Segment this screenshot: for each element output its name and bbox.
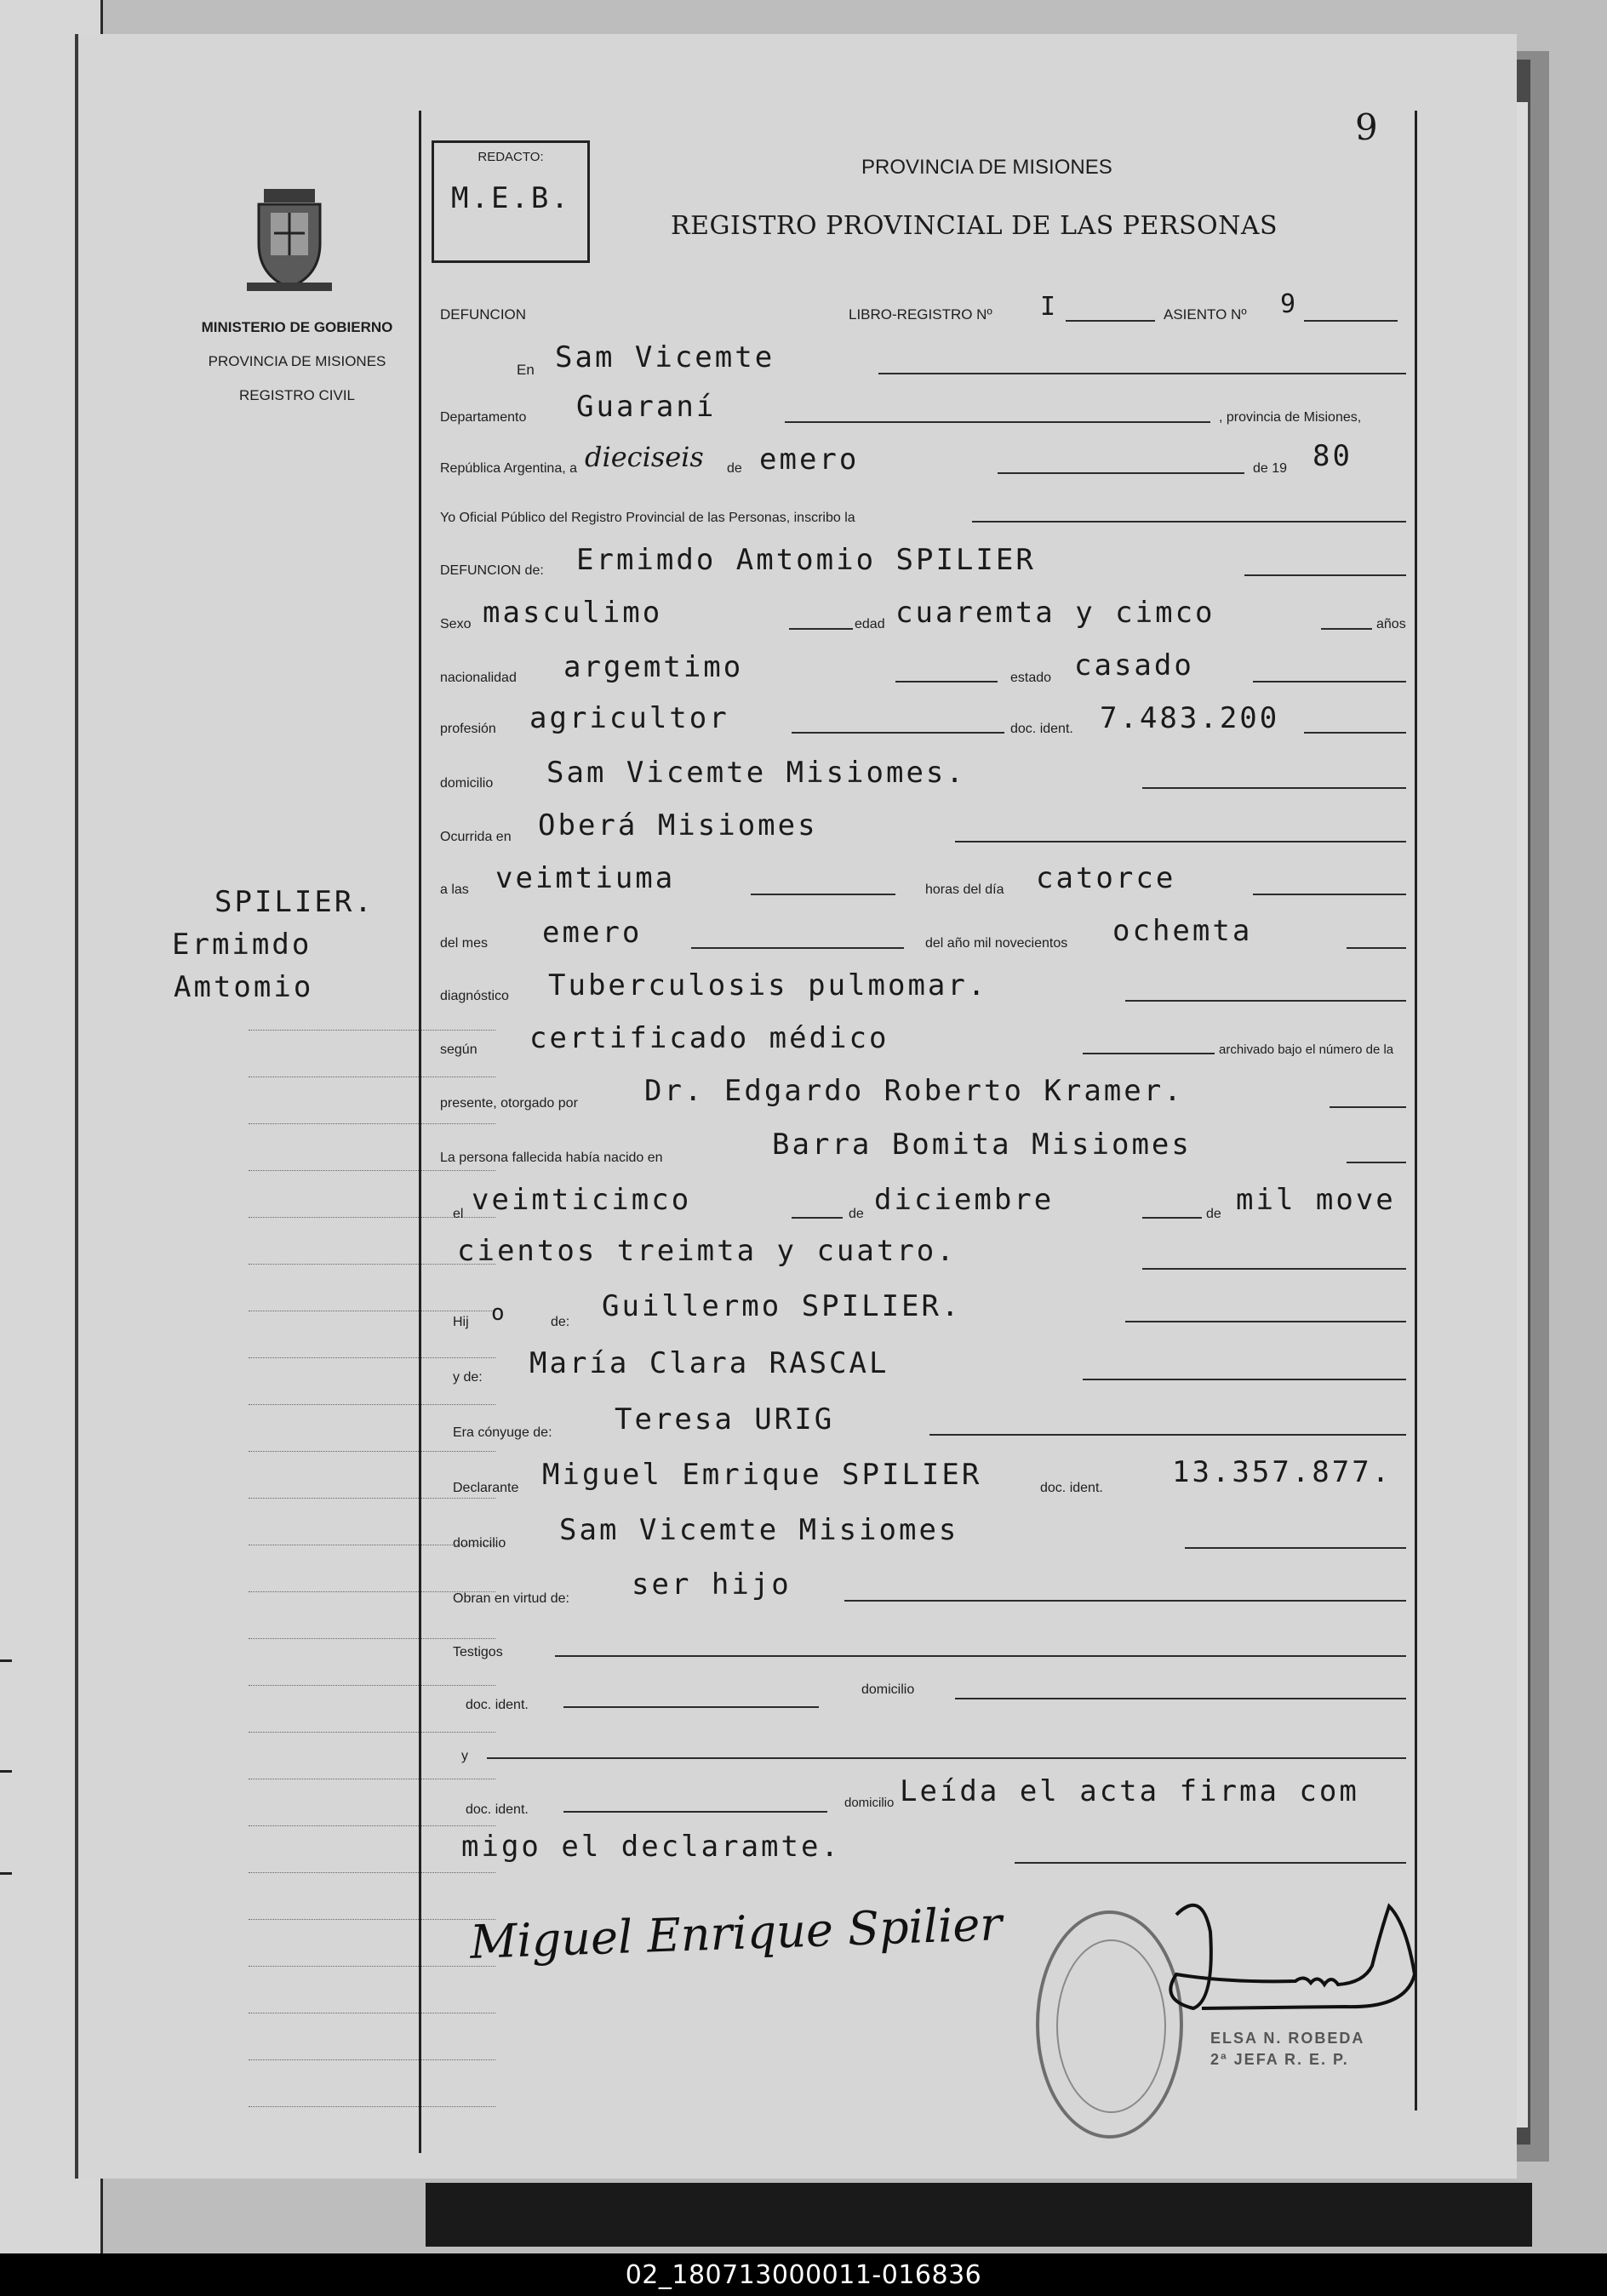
- declarante-doc-label: doc. ident.: [1040, 1481, 1103, 1495]
- republica-label: República Argentina, a: [440, 461, 577, 476]
- fill-line: [1347, 947, 1406, 949]
- fill-line: [691, 947, 904, 949]
- testigo-domicilio-label: domicilio: [861, 1682, 915, 1697]
- madre-value: María Clara RASCAL: [529, 1346, 889, 1380]
- left-border-line: [419, 111, 421, 2153]
- mes-muerte-value: emero: [542, 916, 643, 950]
- fill-line: [1125, 1000, 1406, 1002]
- margin-middlename: Amtomio: [174, 970, 314, 1004]
- margin-ruled-line: [249, 1357, 495, 1358]
- fill-line: [1304, 320, 1398, 322]
- anio-value: 80: [1312, 439, 1353, 473]
- defuncion-label: DEFUNCION: [440, 306, 527, 323]
- redacto-box: [432, 140, 590, 263]
- fill-line: [789, 628, 853, 630]
- fill-line: [1142, 1268, 1406, 1270]
- fill-line: [955, 1698, 1406, 1699]
- fill-line: [955, 841, 1406, 842]
- fill-line: [1083, 1053, 1215, 1054]
- fill-line: [1321, 628, 1372, 630]
- nacimiento-anio-1-value: mil move: [1236, 1183, 1396, 1217]
- asiento-label: ASIENTO Nº: [1164, 306, 1247, 323]
- fill-line: [1125, 1321, 1406, 1322]
- nacimiento-anio-2-value: cientos treimta y cuatro.: [457, 1234, 957, 1268]
- fill-line: [1304, 732, 1406, 734]
- fill-line: [792, 1217, 843, 1219]
- fill-line: [1083, 1379, 1406, 1380]
- archivado-label: archivado bajo el número de la: [1219, 1042, 1394, 1057]
- margin-ruled-line: [249, 1872, 495, 1873]
- provincia-label: , provincia de Misiones,: [1219, 410, 1362, 425]
- fill-line: [844, 1600, 1406, 1602]
- margin-firstname: Ermimdo: [172, 928, 312, 962]
- fill-line: [1253, 894, 1406, 895]
- redacto-label: REDACTO:: [478, 150, 544, 164]
- hij-label: Hij: [453, 1315, 469, 1329]
- anio-muerte-value: ochemta: [1112, 914, 1253, 948]
- fill-line: [487, 1757, 1406, 1759]
- declarante-domicilio-value: Sam Vicemte Misiomes: [559, 1513, 959, 1547]
- seal-officer-title: 2ª JEFA R. E. P.: [1210, 2051, 1349, 2068]
- testigo2-domicilio-label: domicilio: [844, 1796, 895, 1810]
- nacimiento-lugar-value: Barra Bomita Misiomes: [772, 1128, 1192, 1162]
- declarante-label: Declarante: [453, 1481, 519, 1495]
- margin-ruled-line: [249, 1919, 495, 1920]
- lugar-value: Sam Vicemte: [555, 340, 775, 374]
- fill-line: [1244, 574, 1406, 576]
- conyuge-label: Era cónyuge de:: [453, 1425, 552, 1440]
- sexo-label: Sexo: [440, 617, 472, 631]
- el-label: el: [453, 1207, 464, 1221]
- margin-ruled-line: [249, 1685, 495, 1686]
- horas-dia-label: horas del día: [925, 882, 1004, 897]
- margin-ruled-line: [249, 1170, 495, 1171]
- fill-line: [1347, 1162, 1406, 1163]
- ministry-label: MINISTERIO DE GOBIERNO: [201, 319, 393, 335]
- fill-line: [1185, 1547, 1406, 1549]
- dia-value: dieciseis: [585, 441, 704, 473]
- diagnostico-value: Tuberculosis pulmomar.: [548, 968, 988, 1002]
- image-id-bar: [0, 2253, 1607, 2296]
- profesion-value: agricultor: [529, 701, 729, 735]
- de-label: de: [727, 461, 742, 476]
- civil-registry-label: REGISTRO CIVIL: [238, 387, 356, 403]
- declarante-domicilio-label: domicilio: [453, 1536, 506, 1551]
- margin-ruled-line: [249, 1404, 495, 1405]
- sexo-value: masculimo: [483, 596, 663, 630]
- margin-ruled-line: [249, 1451, 495, 1452]
- fill-line: [792, 732, 1004, 734]
- testigo-doc-label: doc. ident.: [466, 1698, 529, 1712]
- edad-value: cuaremta y cimco: [895, 596, 1215, 630]
- declarant-signature: Miguel Enrique Spilier: [469, 1897, 1004, 1969]
- hijo-sufijo-value: o: [491, 1300, 507, 1326]
- fill-line: [1330, 1106, 1406, 1108]
- margin-ruled-line: [249, 1498, 495, 1499]
- coat-of-arms-icon: [240, 184, 338, 299]
- de-padre-label: de:: [551, 1315, 570, 1329]
- mes-value: emero: [759, 443, 860, 477]
- declarante-doc-value: 13.357.877.: [1172, 1455, 1393, 1489]
- obran-value: ser hijo: [632, 1568, 792, 1602]
- image-id-label: 02_180713000011-016836: [625, 2259, 982, 2290]
- margin-ruled-line: [249, 1030, 495, 1031]
- libro-label: LIBRO-REGISTRO Nº: [849, 306, 992, 323]
- margin-ruled-line: [249, 2059, 495, 2060]
- fill-line: [972, 521, 1406, 523]
- dia-muerte-value: catorce: [1036, 861, 1176, 895]
- fill-line: [929, 1434, 1406, 1436]
- de-label: de: [1206, 1207, 1221, 1221]
- fill-line: [555, 1655, 1406, 1657]
- y-label: y: [461, 1749, 468, 1763]
- a-las-label: a las: [440, 882, 469, 897]
- defuncion-de-label: DEFUNCION de:: [440, 563, 544, 578]
- fill-line: [1142, 1217, 1202, 1219]
- departamento-value: Guaraní: [576, 390, 717, 424]
- fill-line: [563, 1706, 819, 1708]
- page-tick: [0, 1872, 12, 1875]
- anos-label: años: [1376, 617, 1406, 631]
- header-province: PROVINCIA DE MISIONES: [861, 156, 1112, 179]
- margin-ruled-line: [249, 1825, 495, 1826]
- register-page: [75, 34, 1517, 2179]
- estado-label: estado: [1010, 671, 1052, 685]
- departamento-label: Departamento: [440, 410, 527, 425]
- page-number: 9: [1355, 106, 1378, 148]
- de-label: de: [849, 1207, 864, 1221]
- fill-line: [1015, 1862, 1406, 1864]
- fill-line: [751, 894, 895, 895]
- asiento-value: 9: [1280, 289, 1299, 319]
- margin-ruled-line: [249, 2106, 495, 2107]
- doc-value: 7.483.200: [1100, 701, 1280, 735]
- diagnostico-label: diagnóstico: [440, 989, 509, 1003]
- fallecido-value: Ermimdo Amtomio SPILIER: [576, 543, 1036, 577]
- doc-ident-label: doc. ident.: [1010, 722, 1073, 736]
- province-label: PROVINCIA DE MISIONES: [208, 353, 386, 369]
- de-19-label: de 19: [1253, 461, 1288, 476]
- nacimiento-mes-value: diciembre: [874, 1183, 1055, 1217]
- en-label: En: [517, 362, 535, 378]
- domicilio-label: domicilio: [440, 776, 494, 791]
- profesion-label: profesión: [440, 722, 496, 736]
- ocurrida-value: Oberá Misiomes: [538, 808, 818, 842]
- estado-value: casado: [1074, 648, 1194, 683]
- del-ano-label: del año mil novecientos: [925, 936, 1068, 951]
- medico-value: Dr. Edgardo Roberto Kramer.: [644, 1074, 1184, 1108]
- nacimiento-dia-value: veimticimco: [472, 1183, 692, 1217]
- redacto-initials: M.E.B.: [451, 181, 571, 215]
- margin-ruled-line: [249, 1966, 495, 1967]
- segun-value: certificado médico: [529, 1021, 889, 1055]
- fill-line: [1253, 681, 1406, 683]
- fill-line: [1066, 320, 1155, 322]
- edad-label: edad: [855, 617, 885, 631]
- padre-value: Guillermo SPILIER.: [602, 1289, 962, 1323]
- margin-ruled-line: [249, 1638, 495, 1639]
- oficial-statement: Yo Oficial Público del Registro Provincial de las Personas, inscribo la: [440, 511, 855, 525]
- fill-line: [785, 421, 1210, 423]
- leida-1-value: Leída el acta firma com: [900, 1774, 1359, 1808]
- fill-line: [895, 681, 998, 683]
- persona-nacido-label: La persona fallecida había nacido en: [440, 1151, 663, 1165]
- ocurrida-label: Ocurrida en: [440, 830, 512, 844]
- margin-ruled-line: [249, 1123, 495, 1124]
- margin-ruled-line: [249, 1732, 495, 1733]
- scan-shadow: [426, 2183, 1532, 2247]
- fill-line: [563, 1811, 827, 1813]
- hora-value: veimtiuma: [495, 861, 676, 895]
- domicilio-value: Sam Vicemte Misiomes.: [546, 756, 966, 790]
- margin-surname: SPILIER.: [214, 885, 375, 919]
- y-de-label: y de:: [453, 1370, 483, 1385]
- fill-line: [998, 472, 1244, 474]
- segun-label: según: [440, 1042, 478, 1057]
- registry-title: REGISTRO PROVINCIAL DE LAS PERSONAS: [671, 211, 1278, 241]
- nacionalidad-label: nacionalidad: [440, 671, 517, 685]
- declarante-value: Miguel Emrique SPILIER: [542, 1458, 982, 1492]
- testigo2-doc-label: doc. ident.: [466, 1802, 529, 1817]
- obran-label: Obran en virtud de:: [453, 1591, 569, 1606]
- leida-2-value: migo el declaramte.: [461, 1830, 841, 1864]
- right-border-line: [1415, 111, 1417, 2110]
- page-tick: [0, 1770, 12, 1773]
- del-mes-label: del mes: [440, 936, 489, 951]
- fill-line: [878, 373, 1406, 374]
- libro-value: I: [1040, 292, 1059, 322]
- page-tick: [0, 1659, 12, 1662]
- seal-officer-name: ELSA N. ROBEDA: [1210, 2030, 1365, 2047]
- testigos-label: Testigos: [453, 1645, 503, 1659]
- conyuge-value: Teresa URIG: [615, 1402, 835, 1436]
- presente-label: presente, otorgado por: [440, 1096, 578, 1111]
- nacionalidad-value: argemtimo: [563, 650, 744, 684]
- fill-line: [1142, 787, 1406, 789]
